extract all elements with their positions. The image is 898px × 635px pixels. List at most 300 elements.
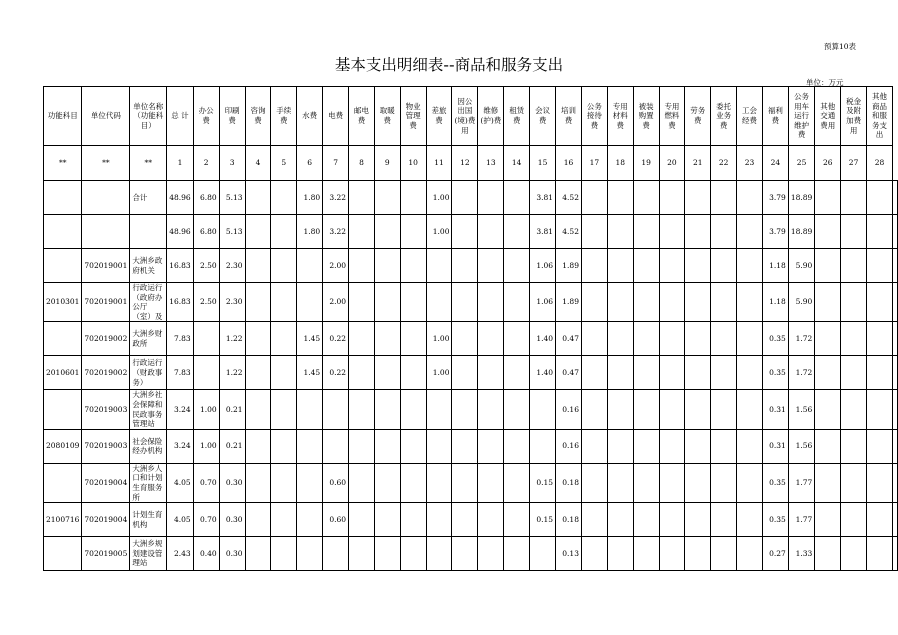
- value-cell: [452, 537, 478, 571]
- table-row: [44, 503, 898, 537]
- value-cell: [581, 503, 607, 537]
- unit-name-cell: 大洲乡规划建设管理站: [130, 537, 167, 571]
- value-cell: [426, 390, 452, 429]
- value-cell: [349, 537, 375, 571]
- value-cell: 1.06: [530, 283, 556, 322]
- value-cell: 4.05: [167, 503, 193, 537]
- value-cell: [400, 181, 426, 215]
- unit-name-cell: 行政运行（政府办公厅（室）及: [130, 283, 167, 322]
- value-cell: [685, 249, 711, 283]
- value-cell: 1.18: [762, 283, 788, 322]
- value-cell: [633, 463, 659, 502]
- value-cell: [659, 463, 685, 502]
- column-header: 邮电费: [349, 87, 375, 146]
- value-cell: 0.27: [762, 537, 788, 571]
- column-header: 其他商品和服务支出: [867, 87, 893, 146]
- value-cell: [893, 249, 898, 283]
- column-header: 租赁费: [504, 87, 530, 146]
- column-header: 公务用车运行维护费: [788, 87, 814, 146]
- value-cell: [400, 503, 426, 537]
- value-cell: [867, 181, 893, 215]
- value-cell: [245, 537, 271, 571]
- value-cell: [893, 429, 898, 463]
- value-cell: [245, 249, 271, 283]
- value-cell: 3.24: [167, 390, 193, 429]
- column-number: 9: [374, 146, 400, 181]
- value-cell: [867, 283, 893, 322]
- value-cell: [478, 429, 504, 463]
- value-cell: 1.45: [297, 356, 323, 390]
- function-code-cell: 2010601: [44, 356, 82, 390]
- value-cell: 1.00: [426, 215, 452, 249]
- value-cell: [685, 283, 711, 322]
- column-header: 取暖费: [374, 87, 400, 146]
- value-cell: 0.21: [219, 390, 245, 429]
- value-cell: [426, 429, 452, 463]
- value-cell: 0.60: [323, 503, 349, 537]
- value-cell: 0.30: [219, 537, 245, 571]
- column-header: 单位代码: [82, 87, 130, 146]
- value-cell: [478, 283, 504, 322]
- column-number: 13: [478, 146, 504, 181]
- value-cell: [504, 537, 530, 571]
- value-cell: [633, 215, 659, 249]
- value-cell: [815, 322, 841, 356]
- value-cell: 48.96: [167, 181, 193, 215]
- value-cell: [323, 537, 349, 571]
- value-cell: 1.77: [788, 503, 814, 537]
- value-cell: 0.18: [556, 463, 582, 502]
- value-cell: [426, 537, 452, 571]
- column-number: 5: [271, 146, 297, 181]
- value-cell: 2.00: [323, 283, 349, 322]
- value-cell: 1.80: [297, 181, 323, 215]
- value-cell: [737, 322, 763, 356]
- value-cell: 0.70: [193, 503, 219, 537]
- value-cell: [271, 503, 297, 537]
- value-cell: 2.50: [193, 249, 219, 283]
- value-cell: [737, 215, 763, 249]
- value-cell: [452, 429, 478, 463]
- value-cell: [323, 390, 349, 429]
- value-cell: [374, 215, 400, 249]
- table-row: [44, 283, 898, 322]
- value-cell: [400, 463, 426, 502]
- value-cell: [271, 390, 297, 429]
- value-cell: [659, 249, 685, 283]
- value-cell: [841, 215, 867, 249]
- value-cell: [478, 249, 504, 283]
- value-cell: [607, 537, 633, 571]
- value-cell: [685, 322, 711, 356]
- column-number: 26: [815, 146, 841, 181]
- value-cell: 0.70: [193, 463, 219, 502]
- unit-name-cell: [130, 215, 167, 249]
- value-cell: [478, 503, 504, 537]
- value-cell: [867, 390, 893, 429]
- value-cell: [297, 503, 323, 537]
- value-cell: 1.06: [530, 249, 556, 283]
- value-cell: [349, 463, 375, 502]
- value-cell: [581, 283, 607, 322]
- value-cell: [867, 537, 893, 571]
- value-cell: [815, 463, 841, 502]
- value-cell: [633, 429, 659, 463]
- value-cell: [581, 181, 607, 215]
- value-cell: 1.56: [788, 390, 814, 429]
- value-cell: [504, 215, 530, 249]
- value-cell: 5.90: [788, 283, 814, 322]
- value-cell: [349, 356, 375, 390]
- value-cell: [426, 283, 452, 322]
- value-cell: [893, 283, 898, 322]
- value-cell: [581, 215, 607, 249]
- value-cell: [478, 181, 504, 215]
- value-cell: 5.90: [788, 249, 814, 283]
- value-cell: [815, 429, 841, 463]
- value-cell: 48.96: [167, 215, 193, 249]
- column-number: 23: [737, 146, 763, 181]
- column-header: 专用材料费: [607, 87, 633, 146]
- table-row: [44, 463, 898, 502]
- page-title: 基本支出明细表--商品和服务支出: [334, 56, 564, 74]
- column-number: 20: [659, 146, 685, 181]
- value-cell: [893, 181, 898, 215]
- value-cell: 0.16: [556, 390, 582, 429]
- value-cell: [245, 390, 271, 429]
- value-cell: [374, 537, 400, 571]
- value-cell: 0.30: [219, 503, 245, 537]
- value-cell: [685, 181, 711, 215]
- value-cell: [841, 503, 867, 537]
- value-cell: [893, 390, 898, 429]
- value-cell: [297, 429, 323, 463]
- value-cell: [245, 356, 271, 390]
- value-cell: [271, 429, 297, 463]
- value-cell: [323, 429, 349, 463]
- value-cell: [685, 537, 711, 571]
- value-cell: [245, 463, 271, 502]
- value-cell: 1.22: [219, 322, 245, 356]
- value-cell: 3.79: [762, 181, 788, 215]
- value-cell: [504, 181, 530, 215]
- value-cell: [271, 463, 297, 502]
- value-cell: [400, 283, 426, 322]
- value-cell: [815, 215, 841, 249]
- value-cell: [711, 322, 737, 356]
- value-cell: 1.80: [297, 215, 323, 249]
- value-cell: 4.52: [556, 215, 582, 249]
- column-header: 总 计: [167, 87, 193, 146]
- value-cell: [297, 390, 323, 429]
- value-cell: 1.72: [788, 322, 814, 356]
- value-cell: 3.81: [530, 181, 556, 215]
- value-cell: 7.83: [167, 356, 193, 390]
- value-cell: [581, 463, 607, 502]
- value-cell: [659, 181, 685, 215]
- column-header: 被装购置费: [633, 87, 659, 146]
- column-number: 15: [530, 146, 556, 181]
- value-cell: [581, 356, 607, 390]
- value-cell: [607, 322, 633, 356]
- value-cell: [737, 249, 763, 283]
- value-cell: 4.52: [556, 181, 582, 215]
- value-cell: [452, 463, 478, 502]
- value-cell: [815, 249, 841, 283]
- column-number: **: [130, 146, 167, 181]
- table-row: [44, 429, 898, 463]
- value-cell: [349, 283, 375, 322]
- unit-name-cell: 行政运行（财政事务）: [130, 356, 167, 390]
- value-cell: [867, 215, 893, 249]
- unit-code-cell: 702019005: [82, 537, 130, 571]
- value-cell: [452, 181, 478, 215]
- value-cell: [271, 215, 297, 249]
- value-cell: [867, 503, 893, 537]
- value-cell: 2.43: [167, 537, 193, 571]
- value-cell: [374, 322, 400, 356]
- value-cell: 1.77: [788, 463, 814, 502]
- value-cell: [841, 429, 867, 463]
- value-cell: [581, 429, 607, 463]
- value-cell: 0.22: [323, 356, 349, 390]
- column-number: 6: [297, 146, 323, 181]
- value-cell: 0.35: [762, 356, 788, 390]
- value-cell: [271, 356, 297, 390]
- value-cell: [374, 249, 400, 283]
- unit-name-cell: 合计: [130, 181, 167, 215]
- value-cell: [815, 356, 841, 390]
- value-cell: [607, 181, 633, 215]
- value-cell: [349, 429, 375, 463]
- value-cell: 1.00: [193, 429, 219, 463]
- value-cell: [193, 322, 219, 356]
- value-cell: [607, 215, 633, 249]
- value-cell: [737, 537, 763, 571]
- column-number: 4: [245, 146, 271, 181]
- value-cell: [349, 181, 375, 215]
- value-cell: [711, 283, 737, 322]
- unit-label: 单位：万元: [806, 78, 844, 87]
- value-cell: [349, 390, 375, 429]
- unit-code-cell: 702019004: [82, 503, 130, 537]
- value-cell: 1.56: [788, 429, 814, 463]
- header-row: [44, 87, 898, 146]
- value-cell: 2.30: [219, 249, 245, 283]
- value-cell: [711, 463, 737, 502]
- value-cell: 0.31: [762, 390, 788, 429]
- column-number: 11: [426, 146, 452, 181]
- unit-code-cell: [82, 181, 130, 215]
- value-cell: [478, 390, 504, 429]
- value-cell: [271, 322, 297, 356]
- value-cell: [633, 390, 659, 429]
- value-cell: 0.31: [762, 429, 788, 463]
- column-header: 专用燃料费: [659, 87, 685, 146]
- value-cell: [426, 249, 452, 283]
- value-cell: [271, 181, 297, 215]
- column-header: 水费: [297, 87, 323, 146]
- value-cell: [374, 390, 400, 429]
- unit-name-cell: 大洲乡财政所: [130, 322, 167, 356]
- value-cell: [245, 503, 271, 537]
- value-cell: 16.83: [167, 283, 193, 322]
- value-cell: [530, 537, 556, 571]
- column-header: 福利费: [762, 87, 788, 146]
- value-cell: [452, 283, 478, 322]
- column-header: 办公费: [193, 87, 219, 146]
- function-code-cell: [44, 249, 82, 283]
- value-cell: [607, 463, 633, 502]
- column-header: 委托业务费: [711, 87, 737, 146]
- value-cell: [711, 356, 737, 390]
- column-header: 物业管理费: [400, 87, 426, 146]
- unit-name-cell: 大洲乡政府机关: [130, 249, 167, 283]
- column-header: 电费: [323, 87, 349, 146]
- unit-code-cell: 702019001: [82, 283, 130, 322]
- function-code-cell: 2010301: [44, 283, 82, 322]
- value-cell: [659, 390, 685, 429]
- value-cell: [245, 429, 271, 463]
- column-header: 因公出国(境)费用: [452, 87, 478, 146]
- value-cell: [633, 537, 659, 571]
- value-cell: 0.13: [556, 537, 582, 571]
- table-row: [44, 249, 898, 283]
- value-cell: [711, 390, 737, 429]
- value-cell: [737, 429, 763, 463]
- value-cell: [478, 463, 504, 502]
- column-number: 12: [452, 146, 478, 181]
- value-cell: [400, 322, 426, 356]
- value-cell: [374, 463, 400, 502]
- value-cell: [504, 249, 530, 283]
- function-code-cell: [44, 181, 82, 215]
- value-cell: [633, 283, 659, 322]
- value-cell: 1.00: [426, 322, 452, 356]
- value-cell: [867, 463, 893, 502]
- value-cell: [245, 322, 271, 356]
- value-cell: [374, 429, 400, 463]
- unit-code-cell: 702019003: [82, 390, 130, 429]
- value-cell: [530, 429, 556, 463]
- table-row: [44, 181, 898, 215]
- value-cell: [452, 215, 478, 249]
- value-cell: 1.33: [788, 537, 814, 571]
- column-number: 8: [349, 146, 375, 181]
- value-cell: 0.30: [219, 463, 245, 502]
- value-cell: [607, 503, 633, 537]
- value-cell: [893, 463, 898, 502]
- value-cell: [349, 322, 375, 356]
- value-cell: 0.15: [530, 503, 556, 537]
- value-cell: [400, 356, 426, 390]
- value-cell: [504, 283, 530, 322]
- column-header: 咨询费: [245, 87, 271, 146]
- value-cell: [841, 463, 867, 502]
- value-cell: [893, 356, 898, 390]
- value-cell: [504, 390, 530, 429]
- value-cell: [815, 283, 841, 322]
- value-cell: [400, 429, 426, 463]
- value-cell: 0.15: [530, 463, 556, 502]
- value-cell: [478, 537, 504, 571]
- function-code-cell: [44, 463, 82, 502]
- value-cell: [349, 503, 375, 537]
- value-cell: [685, 503, 711, 537]
- value-cell: [400, 249, 426, 283]
- column-header: 手续费: [271, 87, 297, 146]
- value-cell: 4.05: [167, 463, 193, 502]
- value-cell: [711, 503, 737, 537]
- value-cell: [607, 390, 633, 429]
- value-cell: [297, 463, 323, 502]
- value-cell: [659, 356, 685, 390]
- value-cell: [271, 249, 297, 283]
- value-cell: 16.83: [167, 249, 193, 283]
- value-cell: [400, 390, 426, 429]
- value-cell: 2.50: [193, 283, 219, 322]
- value-cell: [504, 356, 530, 390]
- value-cell: [193, 356, 219, 390]
- value-cell: 1.45: [297, 322, 323, 356]
- value-cell: [737, 503, 763, 537]
- value-cell: 18.89: [788, 181, 814, 215]
- value-cell: [633, 181, 659, 215]
- form-code: 预算10表: [824, 42, 857, 51]
- table-row: [44, 356, 898, 390]
- value-cell: 0.47: [556, 322, 582, 356]
- value-cell: [504, 503, 530, 537]
- value-cell: [607, 283, 633, 322]
- value-cell: [633, 503, 659, 537]
- value-cell: [581, 249, 607, 283]
- table-row: [44, 390, 898, 429]
- column-number: **: [44, 146, 82, 181]
- value-cell: [478, 215, 504, 249]
- value-cell: [659, 429, 685, 463]
- value-cell: [737, 181, 763, 215]
- column-header: 印刷费: [219, 87, 245, 146]
- unit-name-cell: 计划生育机构: [130, 503, 167, 537]
- value-cell: [737, 463, 763, 502]
- unit-name-cell: 大洲乡人口和计划生育服务所: [130, 463, 167, 502]
- function-code-cell: [44, 215, 82, 249]
- column-header: 会议费: [530, 87, 556, 146]
- value-cell: [297, 537, 323, 571]
- unit-code-cell: 702019004: [82, 463, 130, 502]
- value-cell: [400, 215, 426, 249]
- value-cell: [426, 463, 452, 502]
- value-cell: [685, 463, 711, 502]
- value-cell: [841, 390, 867, 429]
- value-cell: [581, 390, 607, 429]
- value-cell: [607, 249, 633, 283]
- value-cell: [607, 356, 633, 390]
- value-cell: 1.22: [219, 356, 245, 390]
- value-cell: 3.24: [167, 429, 193, 463]
- value-cell: [711, 429, 737, 463]
- function-code-cell: 2080109: [44, 429, 82, 463]
- value-cell: 1.18: [762, 249, 788, 283]
- value-cell: [452, 390, 478, 429]
- column-header: 差旅费: [426, 87, 452, 146]
- value-cell: [607, 429, 633, 463]
- value-cell: [685, 356, 711, 390]
- column-number: 7: [323, 146, 349, 181]
- value-cell: [659, 503, 685, 537]
- value-cell: [581, 537, 607, 571]
- value-cell: [452, 249, 478, 283]
